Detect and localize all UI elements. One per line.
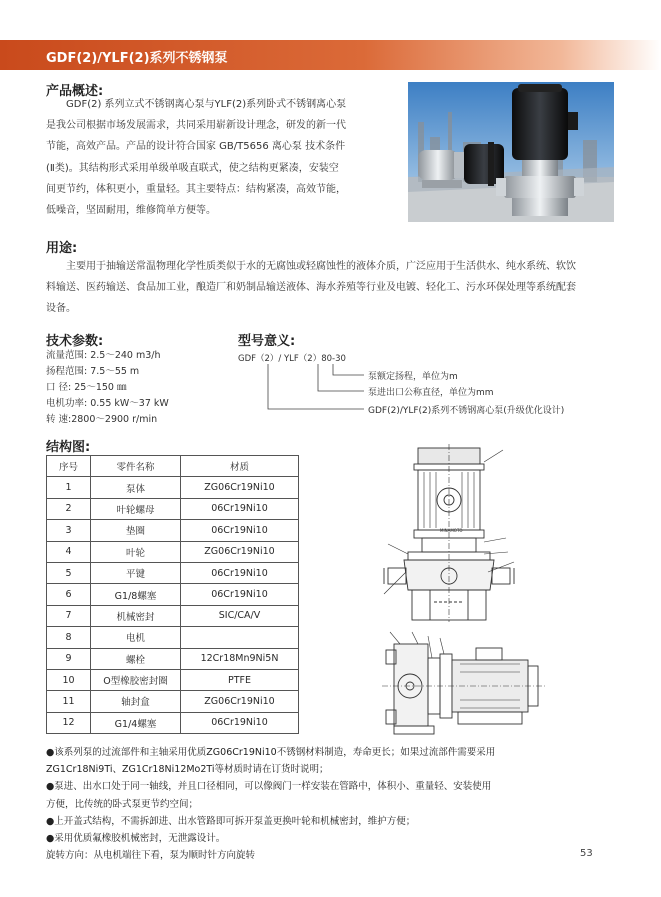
note-line: ●采用优质氟橡胶机械密封，无泄露设计。 xyxy=(46,833,226,845)
table-row xyxy=(47,562,299,583)
tech-line: 口 径: 25～150 ㎜ xyxy=(46,382,127,393)
overview-line: (Ⅱ类)。其结构形式采用单级单吸直联式，使之结构更紧凑，安装空 xyxy=(46,162,339,174)
horizontal-pump-drawing xyxy=(380,630,550,740)
part-name: G1/4螺塞 xyxy=(91,712,181,733)
tech-heading: 技术参数: xyxy=(46,334,104,349)
model-label-head: 泵额定扬程，单位为m xyxy=(368,372,458,382)
part-material: 06Cr19Ni10 xyxy=(181,562,299,583)
part-name: 叶轮 xyxy=(91,541,181,562)
feature-notes xyxy=(46,744,606,864)
tech-line: 转 速:2800～2900 r/min xyxy=(46,414,158,425)
overview-line: GDF(2) 系列立式不锈钢离心泵与YLF(2)系列卧式不锈钢离心泵 xyxy=(66,99,347,110)
page-number: 53 xyxy=(580,848,593,859)
part-name: 轴封盒 xyxy=(91,691,181,712)
overview-line: 间更节约，体积更小，重量轻。其主要特点：结构紧凑，高效节能， xyxy=(46,183,346,195)
note-line: 方便，比传统的卧式泵更节约空间； xyxy=(46,798,199,810)
table-row xyxy=(47,520,299,541)
part-name: 机械密封 xyxy=(91,605,181,626)
overview-heading: 产品概述: xyxy=(46,84,104,99)
part-material: PTFE xyxy=(181,669,299,690)
part-number: 5 xyxy=(47,562,91,583)
model-leader-lines xyxy=(238,360,378,415)
table-row xyxy=(47,648,299,669)
overview-line: 节能，高效产品。产品的设计符合国家 GB/T5656 离心泵 技术条件 xyxy=(46,141,346,153)
part-number: 7 xyxy=(47,605,91,626)
part-name: O型橡胶密封圈 xyxy=(91,669,181,690)
overview-text xyxy=(46,94,376,221)
tech-line: 电机功率: 0.55 kW～37 kW xyxy=(46,398,169,409)
overview-line: 是我公司根据市场发展需求，共同采用崭新设计理念，研发的新一代 xyxy=(46,120,346,132)
usage-heading: 用途: xyxy=(46,241,78,256)
table-header-row xyxy=(47,456,299,477)
col-header: 材质 xyxy=(181,456,299,477)
model-label-diameter: 泵进出口公称直径，单位为mm xyxy=(368,388,494,398)
table-row xyxy=(47,498,299,519)
vertical-pump-drawing xyxy=(378,442,528,624)
note-line: ●该系列泵的过流部件和主轴采用优质ZG06Cr19Ni10不锈钢材料制造，寿命更长；如果过流部件需要采用 xyxy=(46,747,496,758)
part-name: 螺栓 xyxy=(91,648,181,669)
part-name: 垫圈 xyxy=(91,520,181,541)
part-number: 11 xyxy=(47,691,91,712)
table-row xyxy=(47,669,299,690)
note-line: ●泵进、出水口处于同一轴线，并且口径相同，可以像阀门一样安装在管路中，体积小、重量轻、安装使用 xyxy=(46,781,492,793)
note-line: ●上开盖式结构，不需拆卸进、出水管路即可拆开泵盖更换叶轮和机械密封，维护方便； xyxy=(46,815,416,827)
motor-brand-text: MINAMOTO xyxy=(440,528,463,533)
table-row xyxy=(47,541,299,562)
part-name: 叶轮螺母 xyxy=(91,498,181,519)
table-row xyxy=(47,627,299,648)
usage-line: 设备。 xyxy=(46,303,76,315)
model-label-series: GDF(2)/YLF(2)系列不锈钢离心泵(升级优化设计) xyxy=(368,406,565,416)
part-name: 电机 xyxy=(91,627,181,648)
model-code: GDF（2）/ YLF（2）80-30 xyxy=(238,354,346,364)
model-heading: 型号意义: xyxy=(238,334,296,349)
table-row xyxy=(47,584,299,605)
tech-line: 扬程范围: 7.5～55 m xyxy=(46,366,140,377)
part-material: 06Cr19Ni10 xyxy=(181,520,299,541)
title-banner xyxy=(0,40,661,70)
product-photo xyxy=(408,82,614,222)
part-number: 8 xyxy=(47,627,91,648)
col-header: 序号 xyxy=(47,456,91,477)
part-name: G1/8螺塞 xyxy=(91,584,181,605)
parts-table xyxy=(46,455,299,734)
part-number: 2 xyxy=(47,498,91,519)
page-title: GDF(2)/YLF(2)系列不锈钢泵 xyxy=(46,51,228,66)
tech-line: 流量范围: 2.5～240 m3/h xyxy=(46,350,161,361)
part-number: 1 xyxy=(47,477,91,498)
part-material: 12Cr18Mn9Ni5N xyxy=(181,648,299,669)
overview-line: 低噪音，坚固耐用，维修简单方便等。 xyxy=(46,205,216,217)
part-name: 平键 xyxy=(91,562,181,583)
part-number: 6 xyxy=(47,584,91,605)
table-row xyxy=(47,605,299,626)
part-number: 4 xyxy=(47,541,91,562)
part-number: 3 xyxy=(47,520,91,541)
col-header: 零件名称 xyxy=(91,456,181,477)
part-material: 06Cr19Ni10 xyxy=(181,584,299,605)
note-line: ZG1Cr18Ni9Ti、ZG1Cr18Ni12Mo2Ti等材质时请在订货时说明； xyxy=(46,764,329,776)
table-row xyxy=(47,712,299,733)
part-material: 06Cr19Ni10 xyxy=(181,712,299,733)
part-material: ZG06Cr19Ni10 xyxy=(181,541,299,562)
part-number: 9 xyxy=(47,648,91,669)
usage-line: 主要用于抽输送常温物理化学性质类似于水的无腐蚀或轻腐蚀性的液体介质，广泛应用于生活供水、纯水系统、软饮 xyxy=(66,261,576,272)
part-number: 12 xyxy=(47,712,91,733)
part-name: 泵体 xyxy=(91,477,181,498)
part-material xyxy=(181,627,299,648)
note-line: 旋转方向：从电机端往下看，泵为顺时针方向旋转 xyxy=(46,850,256,862)
tech-params xyxy=(46,348,226,428)
table-row xyxy=(47,477,299,498)
part-material: 06Cr19Ni10 xyxy=(181,498,299,519)
structure-heading: 结构图: xyxy=(46,440,91,455)
usage-line: 料输送、医药输送、食品加工业，酿造厂和奶制品输送液体、海水养殖等行业及电镀、轻化工、污水环保处理等系统配套 xyxy=(46,282,576,294)
part-material: ZG06Cr19Ni10 xyxy=(181,691,299,712)
part-material: ZG06Cr19Ni10 xyxy=(181,477,299,498)
usage-text xyxy=(46,256,646,320)
part-material: SIC/CA/V xyxy=(181,605,299,626)
table-row xyxy=(47,691,299,712)
part-number: 10 xyxy=(47,669,91,690)
